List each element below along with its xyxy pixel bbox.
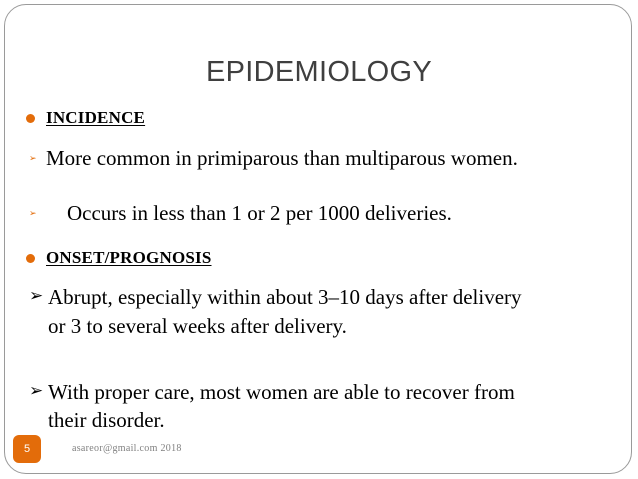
onset-item-2-line-2: their disorder.: [48, 408, 165, 432]
onset-item-1-line-1: Abrupt, especially within about 3–10 days after delivery: [48, 285, 522, 309]
slide-title: EPIDEMIOLOGY: [206, 56, 432, 88]
incidence-item-2: Occurs in less than 1 or 2 per 1000 deliveries.: [67, 201, 452, 225]
section-heading-onset-prognosis: ONSET/PROGNOSIS: [46, 248, 212, 267]
circle-bullet-icon: [26, 254, 35, 263]
arrow-bullet-icon: ➢: [29, 286, 44, 306]
section-heading-incidence: INCIDENCE: [46, 108, 146, 127]
arrow-bullet-icon: ➢: [29, 209, 37, 219]
arrow-bullet-icon: ➢: [29, 381, 44, 401]
slide-number-badge: 5: [13, 435, 41, 463]
circle-bullet-icon: [26, 114, 35, 123]
onset-item-1-line-2: or 3 to several weeks after delivery.: [48, 314, 347, 338]
onset-item-2-line-1: With proper care, most women are able to recover from: [48, 380, 515, 404]
arrow-bullet-icon: ➢: [29, 154, 37, 164]
footer-text: asareor@gmail.com 2018: [72, 443, 182, 454]
incidence-item-1: More common in primiparous than multiparous women.: [46, 146, 518, 170]
